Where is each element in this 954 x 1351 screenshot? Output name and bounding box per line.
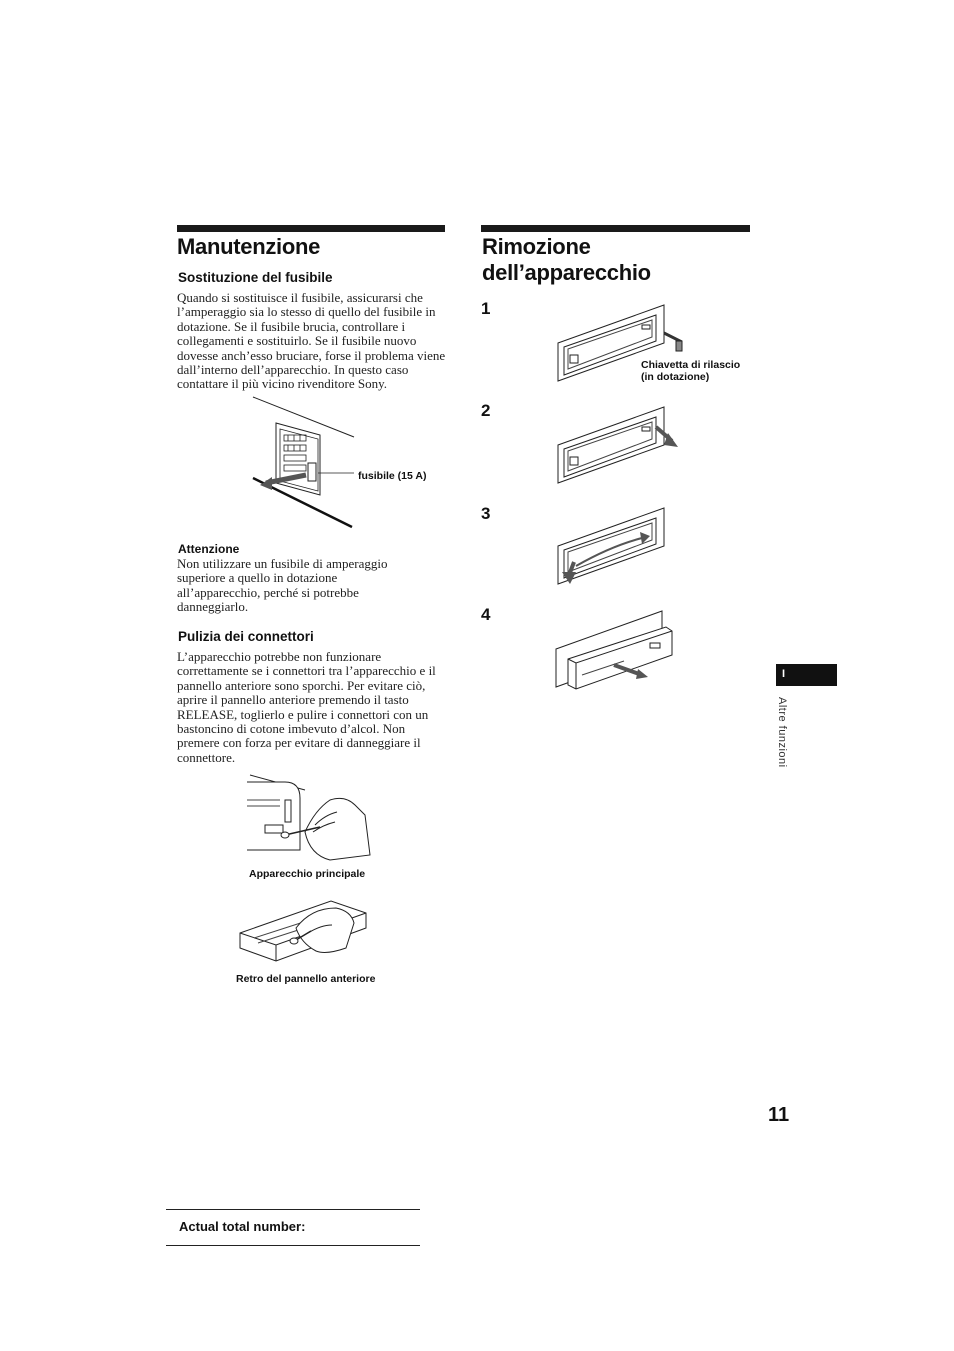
page-number: 11 bbox=[768, 1104, 790, 1126]
caution-text: Non utilizzare un fusibile di amperaggio superiore a quello in dotazione all’apparecchio, perché si potrebbe danneggiarlo. bbox=[177, 556, 388, 615]
fuse-illustration bbox=[248, 395, 358, 530]
caution-heading: Attenzione bbox=[178, 542, 240, 556]
title-removal-line1: Rimozione bbox=[482, 234, 591, 259]
step-number-4: 4 bbox=[481, 605, 491, 624]
connectors-heading: Pulizia dei connettori bbox=[178, 629, 314, 644]
actual-total-number-box bbox=[166, 1209, 420, 1246]
release-key-label-line2: (in dotazione) bbox=[641, 371, 710, 383]
actual-total-number-label: Actual total number: bbox=[179, 1219, 306, 1234]
main-unit-cleaning-illustration bbox=[245, 770, 375, 865]
section-tab bbox=[776, 664, 837, 686]
section-name-vertical: Altre funzioni bbox=[776, 697, 788, 768]
step3-illustration bbox=[556, 506, 671, 588]
fuse-label: fusibile (15 A) bbox=[358, 470, 427, 482]
page-title-maintenance: Manutenzione bbox=[177, 234, 321, 259]
step4-illustration bbox=[554, 609, 679, 691]
fuse-text: Quando si sostituisce il fusibile, assicurarsi che l’amperaggio sia lo stesso di quello del fusibile in dotazione. Se il fusibile brucia, controllare i collegamenti e sostituirlo. Se il fusibile nuovo dovesse anch’esso bruciare, forse il problema viene dall’interno dell’apparecchio. In questo caso contattare il più vicino rivenditore Sony. bbox=[177, 290, 446, 392]
release-key-label-line1: Chiavetta di rilascio bbox=[641, 359, 741, 371]
step-number-3: 3 bbox=[481, 504, 491, 523]
step-number-2: 2 bbox=[481, 401, 491, 420]
fuse-heading: Sostituzione del fusibile bbox=[178, 270, 333, 285]
step2-illustration bbox=[556, 405, 681, 487]
step-number-1: 1 bbox=[481, 299, 491, 318]
section-tab-letter: I bbox=[782, 668, 786, 680]
left-title-rule bbox=[177, 225, 445, 232]
title-removal-line2: dell’apparecchio bbox=[482, 260, 651, 285]
faceplate-back-cleaning-illustration bbox=[236, 893, 371, 968]
caption-main-unit: Apparecchio principale bbox=[249, 868, 366, 880]
caption-faceplate-back: Retro del pannello anteriore bbox=[236, 973, 376, 985]
connectors-text: L’apparecchio potrebbe non funzionare correttamente se i connettori tra l’apparecchio e il pannello anteriore sono sporchi. Per evitare ciò, aprire il pannello anteriore premendo il tasto RELEASE, toglierlo e pulire i connettori con un bastoncino di cotone imbevuto d’alcol. Non premere con forza per evitare di danneggiare il connettore. bbox=[177, 649, 436, 765]
right-title-rule bbox=[481, 225, 750, 232]
